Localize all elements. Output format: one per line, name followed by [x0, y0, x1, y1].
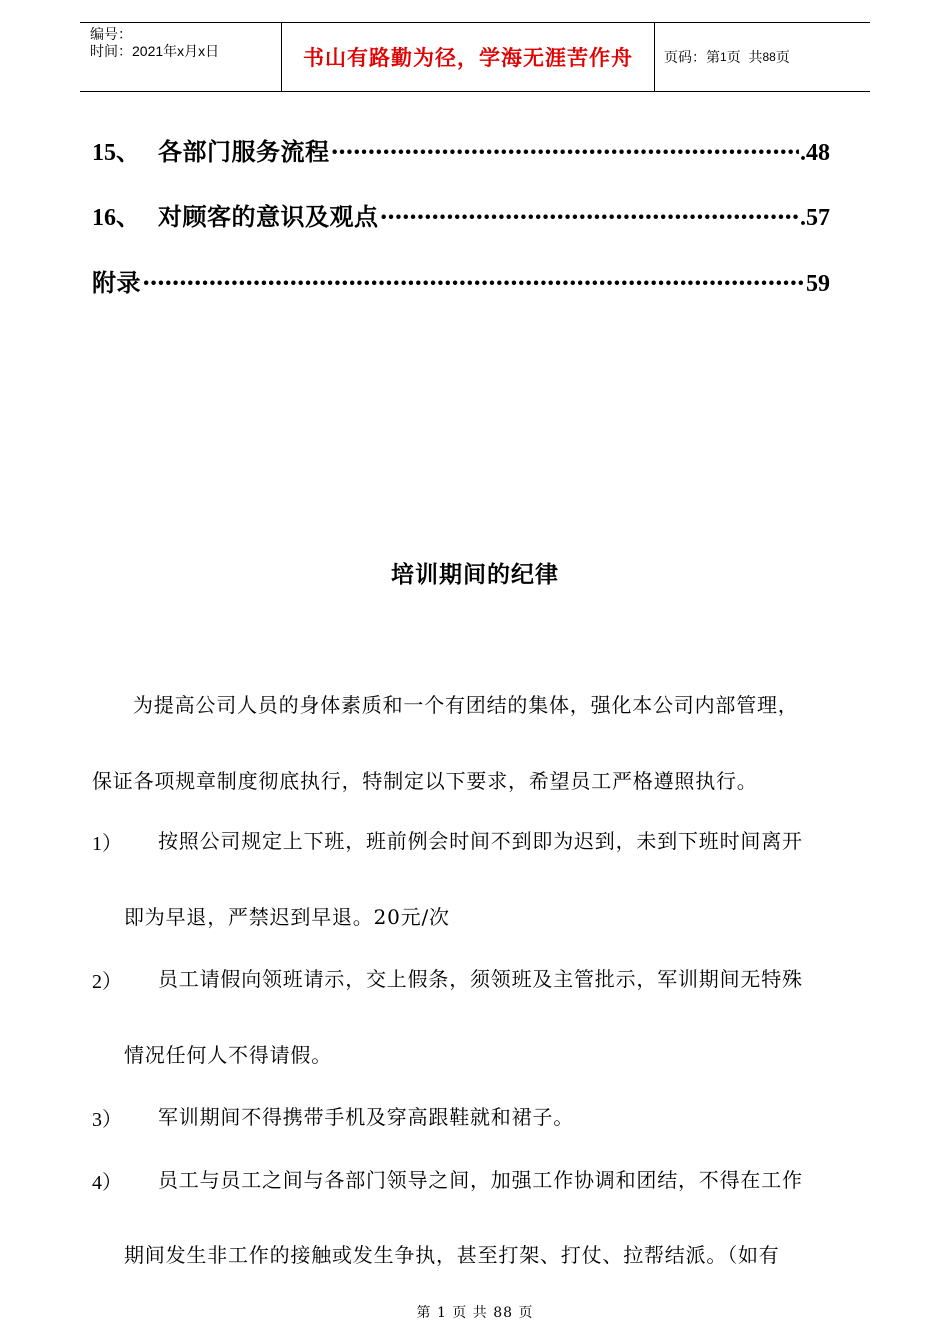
toc-page: 59	[806, 271, 830, 297]
toc-title: 各部门服务流程	[158, 137, 330, 166]
toc-leader	[142, 268, 805, 297]
toc-title: 附录	[92, 268, 141, 297]
section-title: 培训期间的纪律	[391, 562, 559, 588]
page-current: 1	[720, 50, 727, 64]
toc-entry[interactable]	[92, 263, 830, 297]
item-number: 4）	[92, 1172, 122, 1194]
toc-page: .48	[800, 140, 830, 166]
header-motto: 书山有路勤为径，学海无涯苦作舟	[281, 23, 655, 91]
page-info-prefix: 页码：第	[664, 49, 720, 65]
toc-entry[interactable]	[92, 132, 830, 166]
toc-number: 15、	[92, 140, 140, 166]
toc-leader	[380, 202, 800, 231]
toc-entry[interactable]	[92, 197, 830, 231]
item-line: 即为早退，严禁迟到早退。20元/次	[124, 905, 450, 929]
serial-label: 编号：	[90, 26, 132, 42]
intro-line-2: 保证各项规章制度彻底执行，特制定以下要求，希望员工严格遵照执行。	[92, 769, 758, 793]
item-line: 员工与员工之间与各部门领导之间，加强工作协调和团结，不得在工作	[158, 1168, 803, 1192]
item-number: 3）	[92, 1109, 122, 1131]
header-meta	[80, 23, 281, 91]
item-line: 情况任何人不得请假。	[124, 1043, 332, 1067]
page-info-mid: 页 共	[726, 49, 763, 65]
item-number: 1）	[92, 833, 122, 855]
item-line: 按照公司规定上下班，班前例会时间不到即为迟到，未到下班时间离开	[158, 829, 803, 853]
toc-page: .57	[800, 205, 830, 231]
intro-line-1: 为提高公司人员的身体素质和一个有团结的集体，强化本公司内部管理，	[133, 693, 799, 717]
item-number: 2）	[92, 971, 122, 993]
item-line: 员工请假向领班请示，交上假条，须领班及主管批示，军训期间无特殊	[158, 967, 803, 991]
page-total: 88	[762, 50, 776, 64]
item-line: 军训期间不得携带手机及穿高跟鞋就和裙子。	[158, 1105, 574, 1129]
item-line: 期间发生非工作的接触或发生争执，甚至打架、打仗、拉帮结派。（如有	[124, 1243, 780, 1267]
page-header	[80, 22, 870, 92]
page-info-suffix: 页	[775, 49, 790, 65]
toc-title: 对顾客的意识及观点	[158, 202, 379, 231]
page-footer: 第 1 页 共 88 页	[416, 1305, 534, 1321]
toc-leader	[331, 137, 800, 166]
header-page-info	[655, 23, 870, 91]
time-label: 时间：2021年x月x日	[90, 43, 220, 59]
toc-number: 16、	[92, 205, 140, 231]
